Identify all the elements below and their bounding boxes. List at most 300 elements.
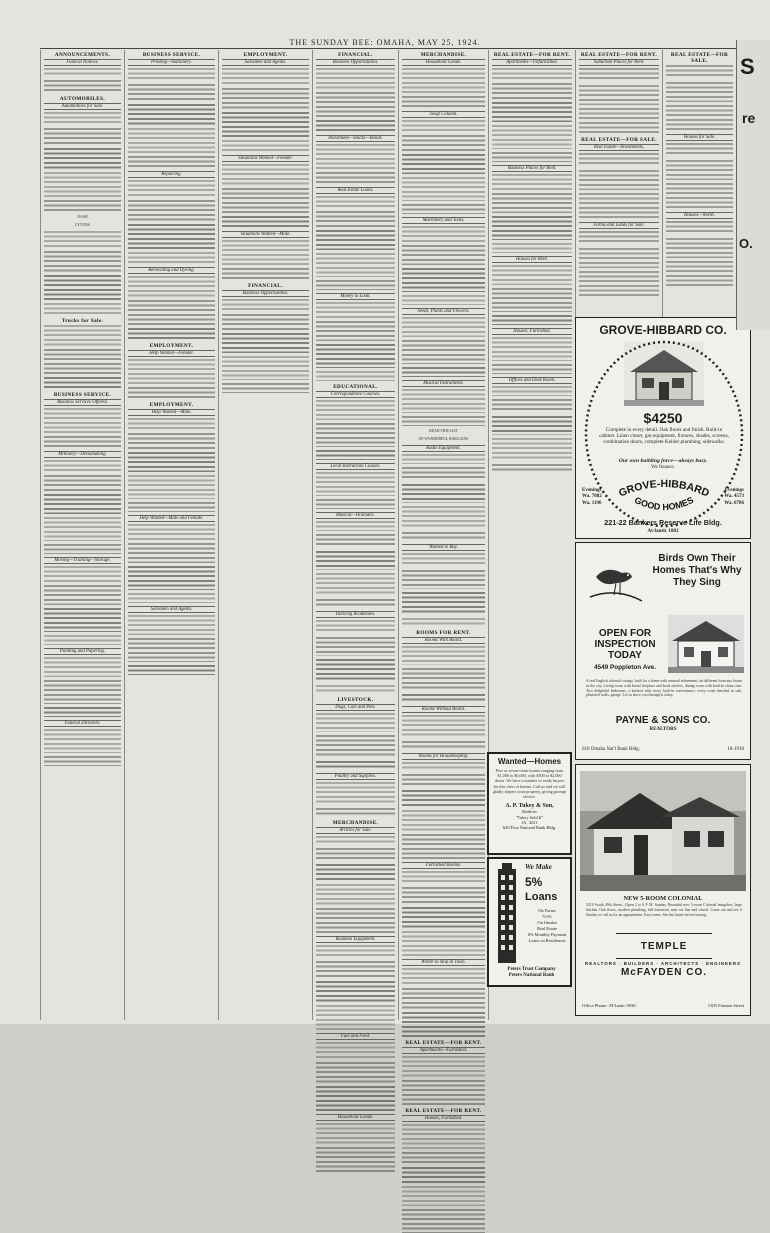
classified-ad-text — [128, 156, 215, 168]
classified-ad-text — [316, 1062, 395, 1083]
classified-ad-text — [316, 1147, 395, 1172]
section-subheading: Poultry and Supplies. — [316, 773, 395, 780]
bank-building-icon — [494, 863, 520, 963]
classified-ad-text — [402, 1080, 485, 1105]
classified-ad-text — [44, 729, 121, 753]
classified-ad-text — [402, 988, 485, 1009]
classified-ad-text — [316, 400, 395, 420]
classified-ad-text — [316, 981, 395, 1002]
section-subheading: Radio Equipment. — [402, 445, 485, 452]
classified-ad-text — [128, 543, 215, 563]
classified-ad-text — [316, 1005, 395, 1030]
ad-company: PAYNE & SONS CO. — [615, 715, 711, 726]
classified-ad-text — [128, 252, 215, 264]
classified-ad-text — [222, 140, 309, 152]
section-heading: EMPLOYMENT. — [149, 343, 194, 349]
classified-ad-text — [316, 551, 395, 570]
section-heading: REAL ESTATE—FOR RENT. — [580, 52, 658, 58]
classified-ad-text — [402, 694, 485, 703]
section-heading: EMPLOYMENT. — [149, 402, 194, 408]
classified-ad-text — [402, 268, 485, 292]
classified-ad-text — [402, 454, 485, 464]
section-heading: BUSINESS SERVICE. — [53, 392, 112, 398]
classified-ad-text — [44, 608, 121, 632]
section-heading: REAL ESTATE—FOR RENT. — [405, 1108, 482, 1114]
classified-ad-text — [492, 337, 572, 361]
classified-ad-text — [316, 761, 395, 770]
footer-address: 610 Omaha Nat'l Bank Bldg. — [582, 747, 640, 752]
classified-ad-text — [316, 534, 395, 548]
classified-ad-text — [402, 1012, 485, 1037]
classified-ad-text — [222, 314, 309, 330]
section-heading: REAL ESTATE—FOR RENT. — [493, 52, 571, 58]
colonial-house-photo — [580, 771, 746, 891]
classified-ad-text — [44, 251, 121, 272]
classified-ad-text — [128, 224, 215, 249]
classified-ad-text — [44, 707, 121, 717]
ad-title: GROVE-HIBBARD CO. — [599, 323, 727, 337]
section-subheading: Rooms Without Board. — [402, 706, 485, 713]
ad-finance-line: We finance. — [651, 465, 675, 470]
edge-letter: O. — [739, 236, 753, 251]
ad-copy: A real English colonial cottage, built for a home with unusual refinement, set different from any house in the city. Living room with broad fireplace and book shelves, dining room with built-in china case. Two delightful bedrooms, a kitchen with every built-in convenience, every room finished in oak, plastered walls, garage. Let us show you through it today. — [586, 679, 742, 698]
section-heading: MERCHANDISE. — [332, 820, 379, 826]
section-subheading: Swap Column. — [402, 111, 485, 118]
ad-loan-terms — [525, 908, 569, 944]
section-heading: FINANCIAL. — [248, 283, 283, 289]
classified-ad-text — [402, 177, 485, 201]
section-subheading: Dancing Academies. — [316, 611, 395, 618]
contact-line: 620 First National Bank Bldg. — [502, 825, 557, 831]
classified-ad-text — [402, 340, 485, 364]
classified-ad-text — [128, 68, 215, 81]
classified-ad-text — [402, 774, 485, 787]
classified-ad-text — [492, 243, 572, 253]
classified-ad-text — [44, 200, 121, 212]
ad-footer — [582, 1003, 744, 1008]
section-subheading: Furnished Rooms. — [402, 862, 485, 869]
classified-ad-text — [402, 154, 485, 174]
ad-copy: 5210 South 49th Street—Open 2 to 6 P. M. Sunday. Beautiful new 5-room Colonial bungalow, large kitchen. Oak floors, modern plumbing, full basement, near car line and school. Come out and see it Sunday or call us for an appointment. Easy terms. See this home before buying. — [586, 903, 742, 917]
bank-name: Peters Trust Company — [507, 967, 556, 972]
classified-ad-text — [492, 265, 572, 285]
classified-ad-text — [666, 238, 733, 258]
section-subheading: Automobiles for Sale. — [44, 103, 121, 110]
classified-ad-text — [44, 494, 121, 514]
term-line: 6% Monthly Payment — [527, 932, 567, 937]
classified-ad-text — [666, 82, 733, 102]
term-line: Loans on Residences — [528, 938, 566, 943]
classified-ad-text — [402, 416, 485, 426]
ad-company: A. P. Tukey & Son, — [505, 803, 554, 810]
section-subheading: Business Services Offered. — [44, 399, 121, 406]
classified-column — [575, 50, 662, 320]
section-subheading: Houses—North. — [666, 212, 733, 219]
classified-ad-text — [402, 532, 485, 541]
section-subheading: Real Estate—Investments. — [579, 144, 659, 151]
classified-ad-text — [402, 204, 485, 214]
svg-text:GROVE-HIBBARD: GROVE-HIBBARD — [617, 477, 711, 500]
classified-ad-text — [402, 790, 485, 807]
section-subheading: Help Wanted—Male. — [128, 409, 215, 416]
section-subheading: Funeral Notices. — [44, 59, 121, 66]
masthead-title: THE SUNDAY BEE: OMAHA, MAY 25, 1924. — [289, 38, 481, 47]
section-subheading: Business Equipment. — [316, 936, 395, 943]
classified-ad-text — [402, 96, 485, 108]
term-line: 5½% — [542, 914, 552, 919]
classified-ad-text — [316, 196, 395, 208]
classified-ad-text — [402, 570, 485, 589]
classified-ad-text — [666, 221, 733, 235]
classified-ad-text — [492, 438, 572, 461]
classified-ad-text — [402, 741, 485, 750]
section-heading: ANNOUNCEMENTS. — [54, 52, 111, 58]
phones-left — [582, 488, 602, 507]
contact-line: "Tukey Sold It" — [515, 814, 544, 820]
classified-ad-text — [44, 475, 121, 491]
classified-ad-text — [44, 657, 121, 677]
bird-illustration — [586, 557, 646, 613]
classified-ad-text — [128, 433, 215, 449]
contact-line: Realtors — [522, 809, 537, 815]
classified-ad-text — [579, 231, 659, 245]
classified-ad-text — [402, 1124, 485, 1149]
classified-ad-text — [128, 566, 215, 590]
classified-ad-text — [44, 635, 121, 645]
classified-ad-text — [666, 261, 733, 287]
classified-ad-text — [44, 112, 121, 125]
classified-ad-text — [44, 231, 121, 248]
classified-ad-text — [492, 68, 572, 80]
classified-ad-text — [402, 834, 485, 859]
classified-column — [312, 50, 398, 1120]
classified-ad-text — [128, 128, 215, 153]
classified-column — [398, 50, 488, 1121]
phone-number: Wa. 0786 — [724, 500, 744, 506]
classified-ad-text — [402, 871, 485, 884]
classified-ad-text — [316, 599, 395, 608]
classified-ad-text — [492, 125, 572, 149]
classified-ad-text — [316, 230, 395, 250]
classified-ad-text — [44, 408, 121, 433]
classified-ad-text — [492, 288, 572, 312]
section-heading: Trucks for Sale. — [61, 318, 104, 324]
section-subheading: Repairing. — [128, 171, 215, 178]
ad-we-make: We Make — [525, 863, 552, 871]
classified-ad-text — [44, 349, 121, 374]
classified-ad-text — [316, 423, 395, 447]
phone-label: Evenings — [724, 488, 744, 493]
classified-ad-text — [128, 615, 215, 635]
phone-label: Evenings — [582, 488, 602, 493]
svg-text:GOOD HOMES: GOOD HOMES — [632, 494, 696, 513]
section-subheading: Printing—Stationery. — [128, 59, 215, 66]
section-subheading: Funeral Directors. — [44, 720, 121, 727]
classified-ad-text — [402, 484, 485, 503]
edge-letter: S — [740, 54, 755, 79]
section-subheading: Apartments—Furnished. — [402, 1047, 485, 1054]
section-subheading: Musical Instruments. — [402, 380, 485, 387]
classified-ad-text — [492, 216, 572, 240]
ad-footer — [582, 747, 744, 752]
classified-ad-text — [222, 383, 309, 393]
classified-ad-text — [402, 907, 485, 928]
centered-line: OF WONDERFUL BARGAINS — [418, 437, 469, 441]
classified-ad-text — [316, 713, 395, 732]
section-heading: REAL ESTATE—FOR SALE. — [670, 52, 729, 64]
section-heading: EDUCATIONAL. — [333, 384, 378, 390]
classified-ad-text — [402, 887, 485, 904]
classified-ad-text — [316, 808, 395, 817]
classified-ad-text — [222, 299, 309, 311]
classified-ad-text — [316, 685, 395, 694]
classified-ad-text — [222, 68, 309, 85]
classified-ad-text — [128, 418, 215, 430]
section-subheading: Machinery and Tools. — [402, 217, 485, 224]
classified-ad-text — [44, 756, 121, 766]
section-heading: AUTOMOBILES. — [59, 96, 106, 102]
classified-ad-text — [579, 108, 659, 134]
classified-column — [124, 50, 218, 1020]
classified-ad-text — [666, 183, 733, 209]
section-subheading: Business Opportunities. — [222, 290, 309, 297]
cottage-illustration — [668, 615, 744, 673]
section-subheading: Salesmen and Agents. — [222, 59, 309, 66]
classified-ad-text — [316, 120, 395, 132]
classified-ad-text — [44, 460, 121, 472]
classified-ad-text — [492, 464, 572, 473]
classified-ad-text — [128, 276, 215, 297]
section-subheading: Household Goods. — [402, 59, 485, 66]
section-subheading: Millinery—Dressmaking. — [44, 451, 121, 458]
classified-ad-text — [222, 164, 309, 185]
classified-ad-text — [402, 467, 485, 481]
section-subheading: Situations Wanted—Male. — [222, 231, 309, 238]
classified-ad-text — [316, 735, 395, 758]
term-line: On Farms — [538, 908, 556, 913]
section-subheading: Seeds, Plants and Flowers. — [402, 308, 485, 315]
grove-hibbard-ad — [575, 317, 751, 539]
classified-ad-text — [666, 105, 733, 131]
classified-ad-text — [316, 92, 395, 117]
classified-ad-text — [128, 593, 215, 603]
section-subheading: Correspondence Courses. — [316, 391, 395, 398]
classified-ad-text — [316, 253, 395, 277]
bank-name: Peters National Bank — [508, 973, 555, 978]
section-subheading: Help Wanted—Female. — [128, 350, 215, 357]
classified-ad-text — [316, 1086, 395, 1111]
section-subheading: Rooms With Board. — [402, 637, 485, 644]
classified-ad-text — [128, 359, 215, 384]
classified-ad-text — [402, 931, 485, 956]
ad-rate: 5% — [525, 875, 543, 889]
classified-ad-text — [316, 172, 395, 184]
classified-ad-text — [402, 135, 485, 151]
classified-ad-text — [316, 659, 395, 682]
classified-ad-text — [128, 475, 215, 499]
classified-ad-text — [44, 128, 121, 145]
classified-ad-text — [316, 321, 395, 341]
section-subheading: Household Goods. — [316, 1114, 395, 1121]
classified-ad-text — [402, 592, 485, 615]
classified-ad-text — [44, 436, 121, 448]
classified-ad-text — [222, 112, 309, 137]
contact-line: JA. 4231 — [521, 820, 538, 826]
section-subheading: Dogs, Cats and Pets. — [316, 704, 395, 711]
classified-ad-text — [492, 83, 572, 99]
classified-ad-text — [128, 665, 215, 675]
section-subheading: Houses, Furnished. — [492, 328, 572, 335]
section-subheading: Renovating and Dyeing. — [128, 267, 215, 274]
section-subheading: Offices and Desk Room. — [492, 377, 572, 384]
classified-ad-text — [44, 517, 121, 541]
ad-role: REALTORS — [649, 727, 677, 732]
section-heading: MERCHANDISE. — [420, 52, 467, 58]
classified-ad-text — [402, 1186, 485, 1206]
classified-ad-text — [128, 452, 215, 472]
open-inspection: OPEN FOR INSPECTION TODAY — [594, 628, 656, 661]
classified-ad-text — [316, 144, 395, 169]
ad-address: 221-22 Bankers Reserve Life Bldg. — [604, 518, 722, 527]
classified-ad-text — [402, 1209, 485, 1233]
classified-ad-text — [222, 268, 309, 280]
section-subheading: Musical—Dramatic. — [316, 512, 395, 519]
ad-bank-names — [493, 967, 570, 979]
ad-price: $4250 — [643, 410, 683, 426]
classified-ad-text — [222, 356, 309, 380]
footer-phone: Office Phone: AT-lantic 0930 — [582, 1003, 636, 1008]
classified-ad-text — [44, 172, 121, 197]
classified-column — [218, 50, 312, 1020]
classified-ad-text — [316, 371, 395, 381]
classified-ad-text — [316, 836, 395, 845]
section-subheading: Help Wanted—Male and Female. — [128, 515, 215, 522]
classified-ad-text — [316, 1123, 395, 1144]
classified-ad-text — [44, 80, 121, 93]
ad-contact — [489, 809, 570, 831]
section-subheading: Wanted to Buy. — [402, 544, 485, 551]
section-subheading: Moving—Trucking—Storage. — [44, 557, 121, 564]
footer-phone: JA 1910 — [727, 747, 744, 752]
ad-headline: Birds Own Their Homes That's Why They Sing — [652, 553, 742, 588]
classified-ad-text — [402, 762, 485, 771]
classified-ad-text — [128, 200, 215, 221]
section-heading: LIVESTOCK. — [337, 697, 374, 703]
classified-ad-text — [222, 188, 309, 213]
classified-ad-text — [128, 104, 215, 125]
centered-line: LYTONS — [75, 223, 90, 227]
section-subheading: Houses for Sale. — [666, 134, 733, 141]
centered-line: READ THIS LIST — [429, 429, 458, 433]
ad-trades: REALTORS · BUILDERS · ARCHITECTS · ENGINEERS — [585, 961, 741, 966]
section-subheading: Where to Stop in Town. — [402, 959, 485, 966]
classified-ad-text — [402, 553, 485, 567]
classified-ad-text — [492, 364, 572, 374]
centered-line: NASH — [77, 215, 88, 219]
classified-ad-text — [316, 302, 395, 318]
classified-ad-text — [316, 68, 395, 89]
classified-ad-text — [402, 646, 485, 665]
classified-column — [40, 50, 124, 1020]
classified-ad-text — [492, 193, 572, 213]
classified-ad-text — [402, 226, 485, 242]
classified-ad-text — [44, 544, 121, 554]
tukey-ad — [487, 752, 572, 855]
classified-ad-text — [316, 961, 395, 978]
classified-ad-text — [222, 88, 309, 109]
classified-ad-text — [222, 216, 309, 228]
ad-phone: At-lantic 1882 — [647, 528, 679, 534]
classified-ad-text — [316, 782, 395, 805]
classified-ad-text — [44, 68, 121, 77]
classified-ad-text — [402, 618, 485, 627]
classified-ad-text — [316, 211, 395, 227]
classified-ad-text — [492, 386, 572, 396]
classified-ad-text — [128, 387, 215, 399]
ad-description: Complete in every detail. Oak floors and finish. Built-in cabinet. Linen closet, gas equipment, fixtures, shades, screens, combination doors, complete Kohler plumbing, sidewalks. — [599, 427, 729, 445]
masthead — [0, 38, 770, 47]
temple-mcfayden-ad — [575, 764, 751, 1016]
peters-loans-ad — [487, 857, 572, 987]
ad-build-line: Our own building force—always busy. — [618, 458, 708, 464]
phones-right — [724, 488, 744, 507]
classified-ad-text — [316, 573, 395, 596]
classified-ad-text — [316, 344, 395, 368]
classified-ad-text — [316, 620, 395, 634]
classified-ad-text — [492, 174, 572, 190]
classified-ad-text — [316, 499, 395, 509]
section-heading: REAL ESTATE—FOR RENT. — [405, 1040, 482, 1046]
classified-ad-text — [44, 585, 121, 605]
classified-ad-text — [579, 85, 659, 105]
classified-ad-text — [579, 68, 659, 82]
section-subheading: Investment—Stocks—Bonds. — [316, 135, 395, 142]
section-subheading: Salesmen and Agents. — [128, 606, 215, 613]
ad-loans: Loans — [525, 891, 558, 903]
classified-ad-text — [402, 120, 485, 132]
section-heading: EMPLOYMENT. — [243, 52, 288, 58]
section-subheading: Local Instruction Classes. — [316, 463, 395, 470]
classified-ad-text — [316, 637, 395, 656]
cropped-adjacent-page — [736, 40, 770, 330]
classified-ad-text — [579, 170, 659, 190]
classified-ad-text — [316, 908, 395, 933]
classified-ad-text — [402, 715, 485, 738]
classified-ad-text — [402, 810, 485, 831]
ad-address: 4549 Poppleton Ave. — [593, 664, 657, 671]
classified-ad-text — [402, 668, 485, 691]
section-subheading: Real Estate Loans. — [316, 187, 395, 194]
term-line: Real Estate — [537, 926, 557, 931]
section-subheading: Articles for Sale. — [316, 827, 395, 834]
classified-ad-text — [222, 240, 309, 265]
section-subheading: Money to Loan. — [316, 293, 395, 300]
classified-column — [662, 50, 736, 320]
classified-ad-text — [402, 1056, 485, 1077]
classified-ad-text — [128, 524, 215, 540]
classified-ad-text — [128, 84, 215, 101]
phone-number: Wa. 7082 — [582, 494, 602, 500]
section-subheading: Business Opportunities. — [316, 59, 395, 66]
classified-ad-text — [44, 680, 121, 704]
section-subheading: Rooms for Housekeeping. — [402, 753, 485, 760]
classified-ad-text — [666, 160, 733, 180]
classified-ad-text — [128, 180, 215, 197]
classified-ad-text — [402, 68, 485, 93]
classified-ad-text — [316, 1042, 395, 1059]
classified-ad-text — [44, 303, 121, 315]
classified-ad-text — [44, 566, 121, 582]
